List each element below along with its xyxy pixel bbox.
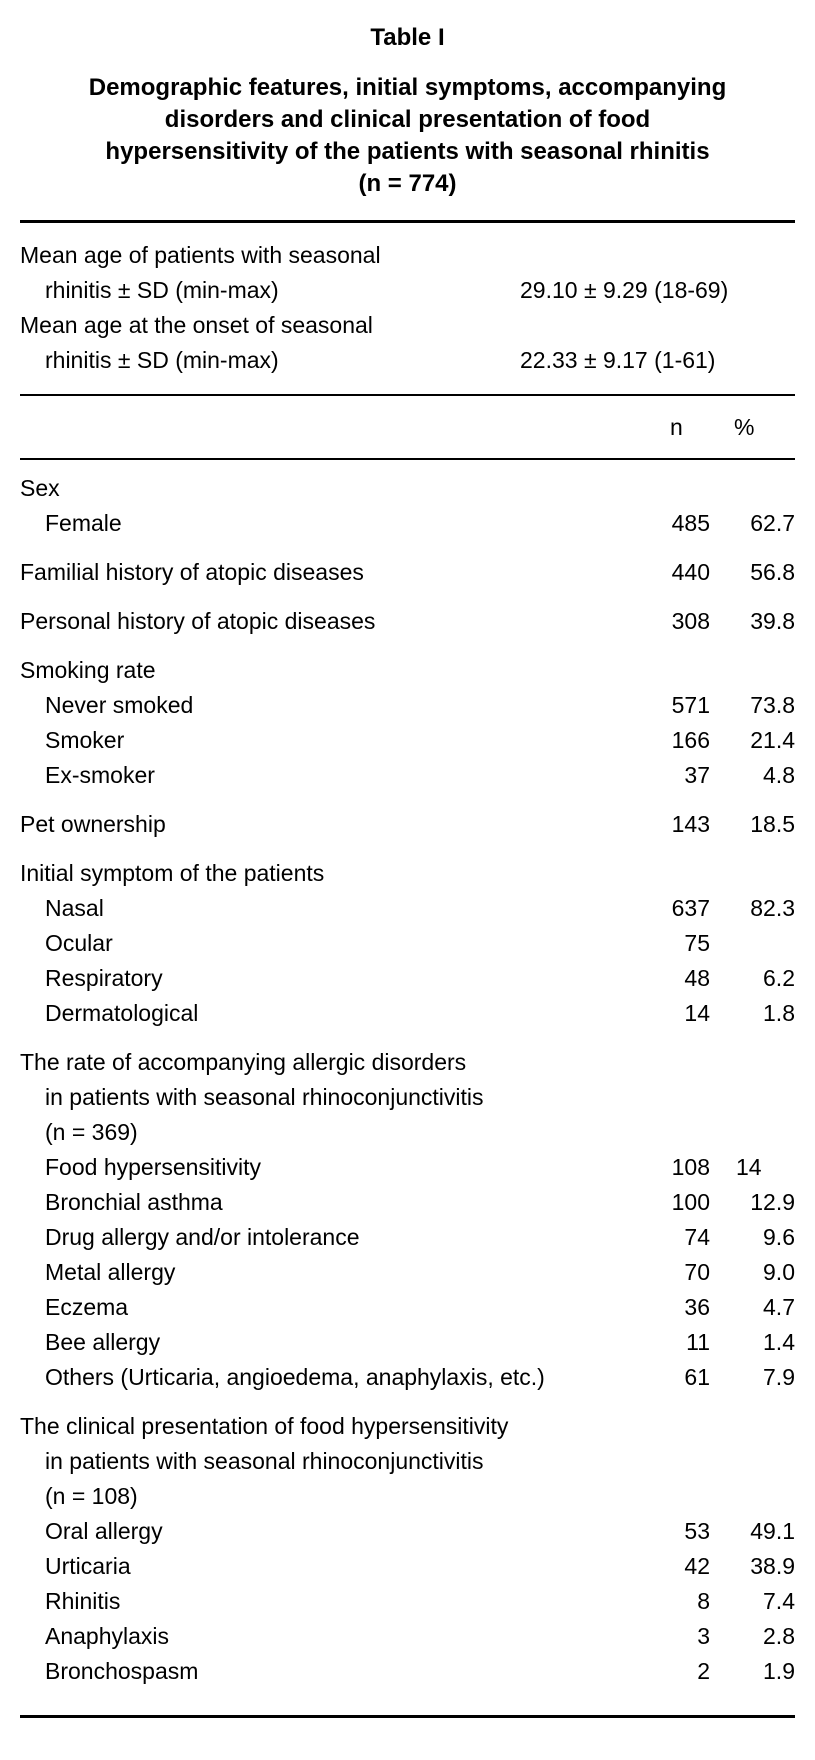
- table-row: [20, 1514, 795, 1549]
- row-label: Personal history of atopic diseases: [20, 608, 376, 634]
- table-row: [20, 1654, 795, 1689]
- row-n-value: 637: [671, 895, 710, 921]
- row-label: Female: [45, 510, 122, 536]
- table-row: [20, 555, 795, 590]
- row-label: Rhinitis: [45, 1588, 121, 1614]
- row-percent-value: 9.0: [763, 1259, 795, 1285]
- row-n-value: 61: [684, 1364, 710, 1390]
- row-percent-value: 1.4: [763, 1329, 795, 1355]
- row-percent-value: 1.8: [763, 1000, 795, 1026]
- table-row: [20, 1325, 795, 1360]
- table-row: [20, 1584, 795, 1619]
- row-n-value: 3: [697, 1623, 710, 1649]
- row-percent-value: 2.8: [763, 1623, 795, 1649]
- mean-age-onset-value: 22.33 ± 9.17 (1-61): [520, 347, 716, 373]
- table-row: [20, 723, 795, 758]
- row-percent-value: 14: [736, 1154, 762, 1180]
- row-label: Bronchial asthma: [45, 1189, 223, 1215]
- group-title-line: Smoking rate: [20, 657, 156, 683]
- table-row: [20, 961, 795, 996]
- group-title-line: Initial symptom of the patients: [20, 860, 325, 886]
- mean-age-onset-row: [20, 343, 795, 378]
- row-label: Bee allergy: [45, 1329, 161, 1355]
- table-row: [20, 996, 795, 1031]
- row-n-value: 100: [671, 1189, 710, 1215]
- table-row: [20, 926, 795, 961]
- row-n-value: 14: [684, 1000, 710, 1026]
- row-label: Familial history of atopic diseases: [20, 559, 364, 585]
- row-n-value: 48: [684, 965, 710, 991]
- table-row: [20, 1150, 795, 1185]
- row-label: Never smoked: [45, 692, 194, 718]
- row-percent-value: 38.9: [750, 1553, 795, 1579]
- bottom-rule: [20, 1715, 795, 1718]
- table-body: [20, 460, 795, 1689]
- mean-age-onset-label-line2: rhinitis ± SD (min-max): [45, 347, 279, 373]
- group-title-line: (n = 369): [45, 1119, 138, 1145]
- row-percent-value: 6.2: [763, 965, 795, 991]
- row-label: Food hypersensitivity: [45, 1154, 262, 1180]
- row-label: Urticaria: [45, 1553, 131, 1579]
- row-percent-value: 49.1: [750, 1518, 795, 1544]
- group-title-line: Sex: [20, 475, 60, 501]
- table-label: Table I: [370, 24, 445, 51]
- table-row: [20, 506, 795, 541]
- mean-age-item: [20, 238, 795, 308]
- row-n-value: 37: [684, 762, 710, 788]
- table-group: [20, 856, 795, 1031]
- row-label: Metal allergy: [45, 1259, 176, 1285]
- table-row: [20, 807, 795, 842]
- row-percent-value: 4.8: [763, 762, 795, 788]
- mean-age-label-line2: rhinitis ± SD (min-max): [45, 277, 279, 303]
- row-percent-value: 39.8: [750, 608, 795, 634]
- table-group: [20, 604, 795, 639]
- row-n-value: 143: [671, 811, 710, 837]
- row-label: Smoker: [45, 727, 125, 753]
- table-group: [20, 807, 795, 842]
- table-row: [20, 1220, 795, 1255]
- table-group: [20, 471, 795, 541]
- row-n-value: 571: [671, 692, 710, 718]
- row-label: Ocular: [45, 930, 113, 956]
- mean-age-onset-item: [20, 308, 795, 378]
- table-row: [20, 758, 795, 793]
- row-n-value: 308: [671, 608, 710, 634]
- table-group: [20, 1045, 795, 1395]
- column-header-percent: %: [734, 414, 755, 440]
- mean-age-onset-label-line1: Mean age at the onset of seasonal: [20, 312, 373, 338]
- caption-line: disorders and clinical presentation of food: [164, 106, 651, 133]
- row-n-value: 11: [686, 1329, 710, 1355]
- table-caption: [20, 72, 795, 200]
- row-n-value: 36: [684, 1294, 710, 1320]
- column-header-row: [20, 396, 795, 458]
- group-title-line: The clinical presentation of food hypersensitivity: [20, 1413, 509, 1439]
- table-group: [20, 653, 795, 793]
- row-percent-value: [710, 926, 795, 961]
- table-row: [20, 1619, 795, 1654]
- row-percent-value: 82.3: [750, 895, 795, 921]
- row-label: Dermatological: [45, 1000, 199, 1026]
- row-percent-value: 73.8: [750, 692, 795, 718]
- row-percent-value: 9.6: [763, 1224, 795, 1250]
- table-row: [20, 1360, 795, 1395]
- caption-line: Demographic features, initial symptoms, accompanying: [88, 74, 727, 101]
- row-label: Drug allergy and/or intolerance: [45, 1224, 360, 1250]
- table-row: [20, 1185, 795, 1220]
- row-n-value: 440: [671, 559, 710, 585]
- mean-age-row: [20, 273, 795, 308]
- row-n-value: 74: [684, 1224, 710, 1250]
- row-n-value: 166: [671, 727, 710, 753]
- row-n-value: 42: [684, 1553, 710, 1579]
- row-label: Respiratory: [45, 965, 163, 991]
- row-percent-value: 1.9: [763, 1658, 795, 1684]
- row-label: Pet ownership: [20, 811, 166, 837]
- row-label: Ex-smoker: [45, 762, 155, 788]
- row-label: Oral allergy: [45, 1518, 163, 1544]
- mean-age-block: [20, 223, 795, 394]
- row-n-value: 75: [684, 930, 710, 956]
- caption-line: (n = 774): [358, 170, 457, 197]
- row-percent-value: 7.9: [763, 1364, 795, 1390]
- mean-age-label-line1: Mean age of patients with seasonal: [20, 242, 381, 268]
- group-title-line: in patients with seasonal rhinoconjunctivitis: [45, 1084, 484, 1110]
- table-row: [20, 604, 795, 639]
- table-page: [20, 0, 795, 1718]
- table-row: [20, 1290, 795, 1325]
- row-percent-value: 4.7: [763, 1294, 795, 1320]
- row-n-value: 485: [671, 510, 710, 536]
- table-row: [20, 1549, 795, 1584]
- row-label: Others (Urticaria, angioedema, anaphylaxis, etc.): [45, 1364, 545, 1390]
- row-percent-value: 56.8: [750, 559, 795, 585]
- group-title-line: in patients with seasonal rhinoconjunctivitis: [45, 1448, 484, 1474]
- row-label: Bronchospasm: [45, 1658, 199, 1684]
- row-n-value: 8: [697, 1588, 710, 1614]
- table-row: [20, 891, 795, 926]
- column-header-n: n: [670, 414, 683, 440]
- row-n-value: 53: [684, 1518, 710, 1544]
- row-n-value: 70: [684, 1259, 710, 1285]
- row-n-value: 2: [697, 1658, 710, 1684]
- mean-age-value: 29.10 ± 9.29 (18-69): [520, 277, 729, 303]
- row-label: Eczema: [45, 1294, 129, 1320]
- row-label: Nasal: [45, 895, 104, 921]
- row-percent-value: 21.4: [750, 727, 795, 753]
- row-label: Anaphylaxis: [45, 1623, 170, 1649]
- row-percent-value: 12.9: [750, 1189, 795, 1215]
- row-n-value: 108: [671, 1154, 710, 1180]
- group-title-line: The rate of accompanying allergic disorders: [20, 1049, 467, 1075]
- table-group: [20, 1409, 795, 1689]
- table-group: [20, 555, 795, 590]
- caption-line: hypersensitivity of the patients with seasonal rhinitis: [105, 138, 710, 165]
- group-title-line: (n = 108): [45, 1483, 138, 1509]
- row-percent-value: 7.4: [763, 1588, 795, 1614]
- table-row: [20, 688, 795, 723]
- table-row: [20, 1255, 795, 1290]
- row-percent-value: 18.5: [750, 811, 795, 837]
- row-percent-value: 62.7: [750, 510, 795, 536]
